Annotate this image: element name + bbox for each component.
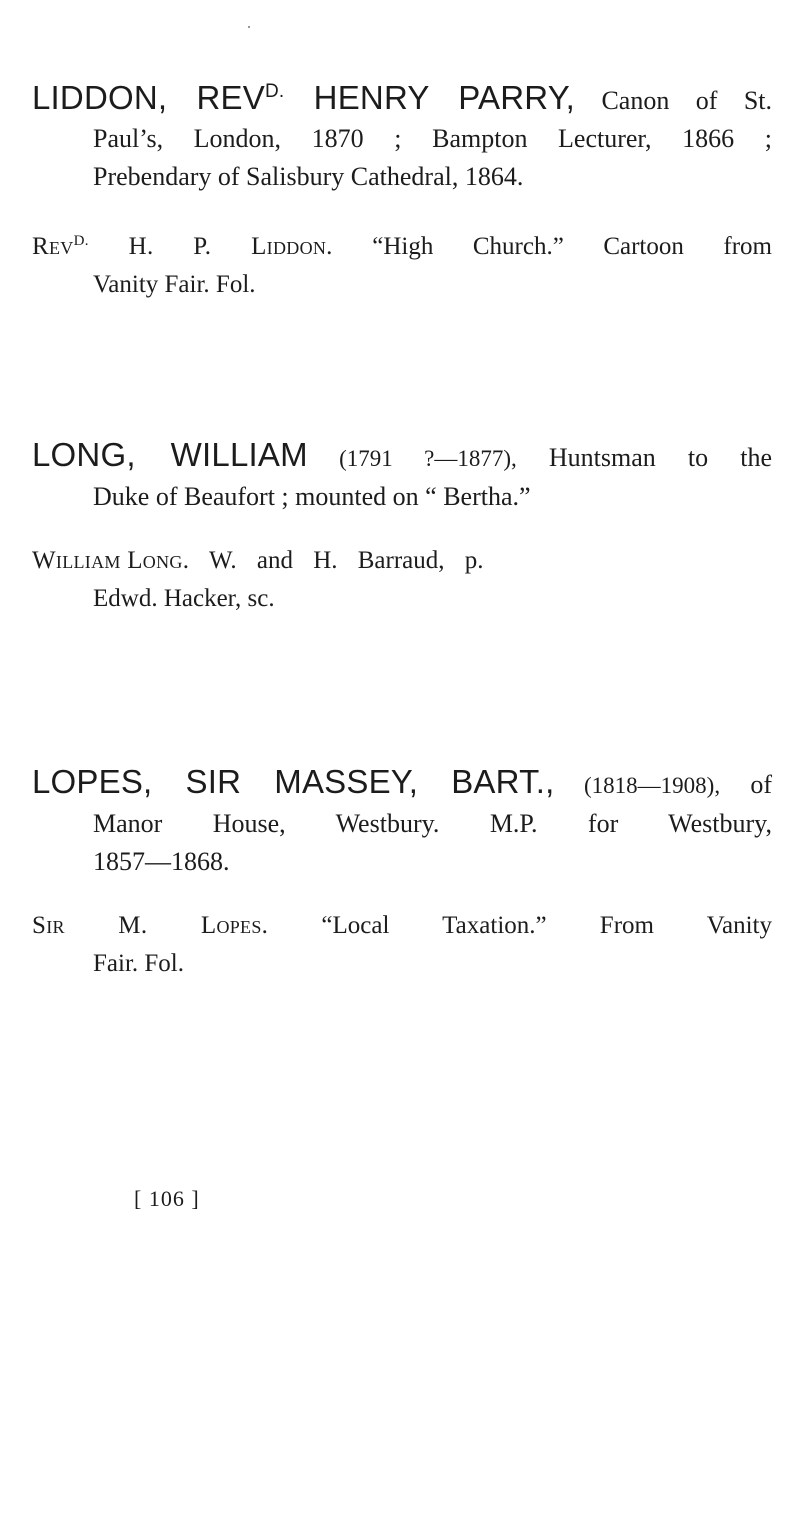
portrait-title: Sir M. Lopes. [32,912,269,939]
stray-mark [248,26,250,28]
heading-line-3: 1857—1868. [93,847,230,876]
entry-lopes [32,763,772,983]
heading-text: Canon of St. [575,86,772,115]
portrait-description [32,542,772,618]
desc-line-1: Sir M. Lopes. “Local Taxation.” From Vanity [32,912,772,939]
title-superscript: D. [73,233,89,249]
portrait-description [32,222,772,304]
heading-line-1 [32,763,772,805]
heading-line-3: Prebendary of Salisbury Cathedral, 1864. [93,162,524,191]
heading-line-2: Manor House, Westbury. M.P. for Westbury, [93,809,772,838]
entry-liddon [32,73,772,304]
entry-long [32,436,772,618]
portrait-title: William Long. [32,547,190,574]
entry-name: LOPES, SIR MASSEY, BART., [32,763,555,800]
heading-text: of [720,770,772,799]
heading-text: Huntsman to the [516,443,772,472]
portrait-description [32,907,772,983]
entry-heading [32,436,772,516]
desc-line-1: Rev$^{D.}$ H. P. Liddon. “High Church.” Cartoon from [32,233,772,260]
heading-line-1 [32,436,772,478]
portrait-title: Rev$^{D.}$ H. P. Liddon. [32,233,333,260]
desc-line-2: Vanity Fair. Fol. [93,271,256,298]
heading-line-1 [32,73,772,120]
heading-line-2: Duke of Beaufort ; mounted on “ Bertha.” [93,482,531,511]
entry-dates: (1818—1908), [554,773,721,798]
heading-line-2: Paul’s, London, 1870 ; Bampton Lecturer, 1866 ; [93,124,772,153]
desc-line-2: Fair. Fol. [93,950,184,977]
entry-heading [32,763,772,881]
entry-name: LIDDON, $REV^{D.}$ HENRY PARRY, [32,79,576,116]
name-superscript: D. [264,81,285,102]
desc-line-2: Edwd. Hacker, sc. [93,585,275,612]
entry-name: LONG, WILLIAM [32,436,308,473]
entry-heading [32,73,772,196]
page-number: [ 106 ] [134,1186,200,1211]
entry-dates: (1791 ?—1877), [307,446,517,471]
desc-line-1: William Long. W. and H. Barraud, p. [32,547,484,574]
